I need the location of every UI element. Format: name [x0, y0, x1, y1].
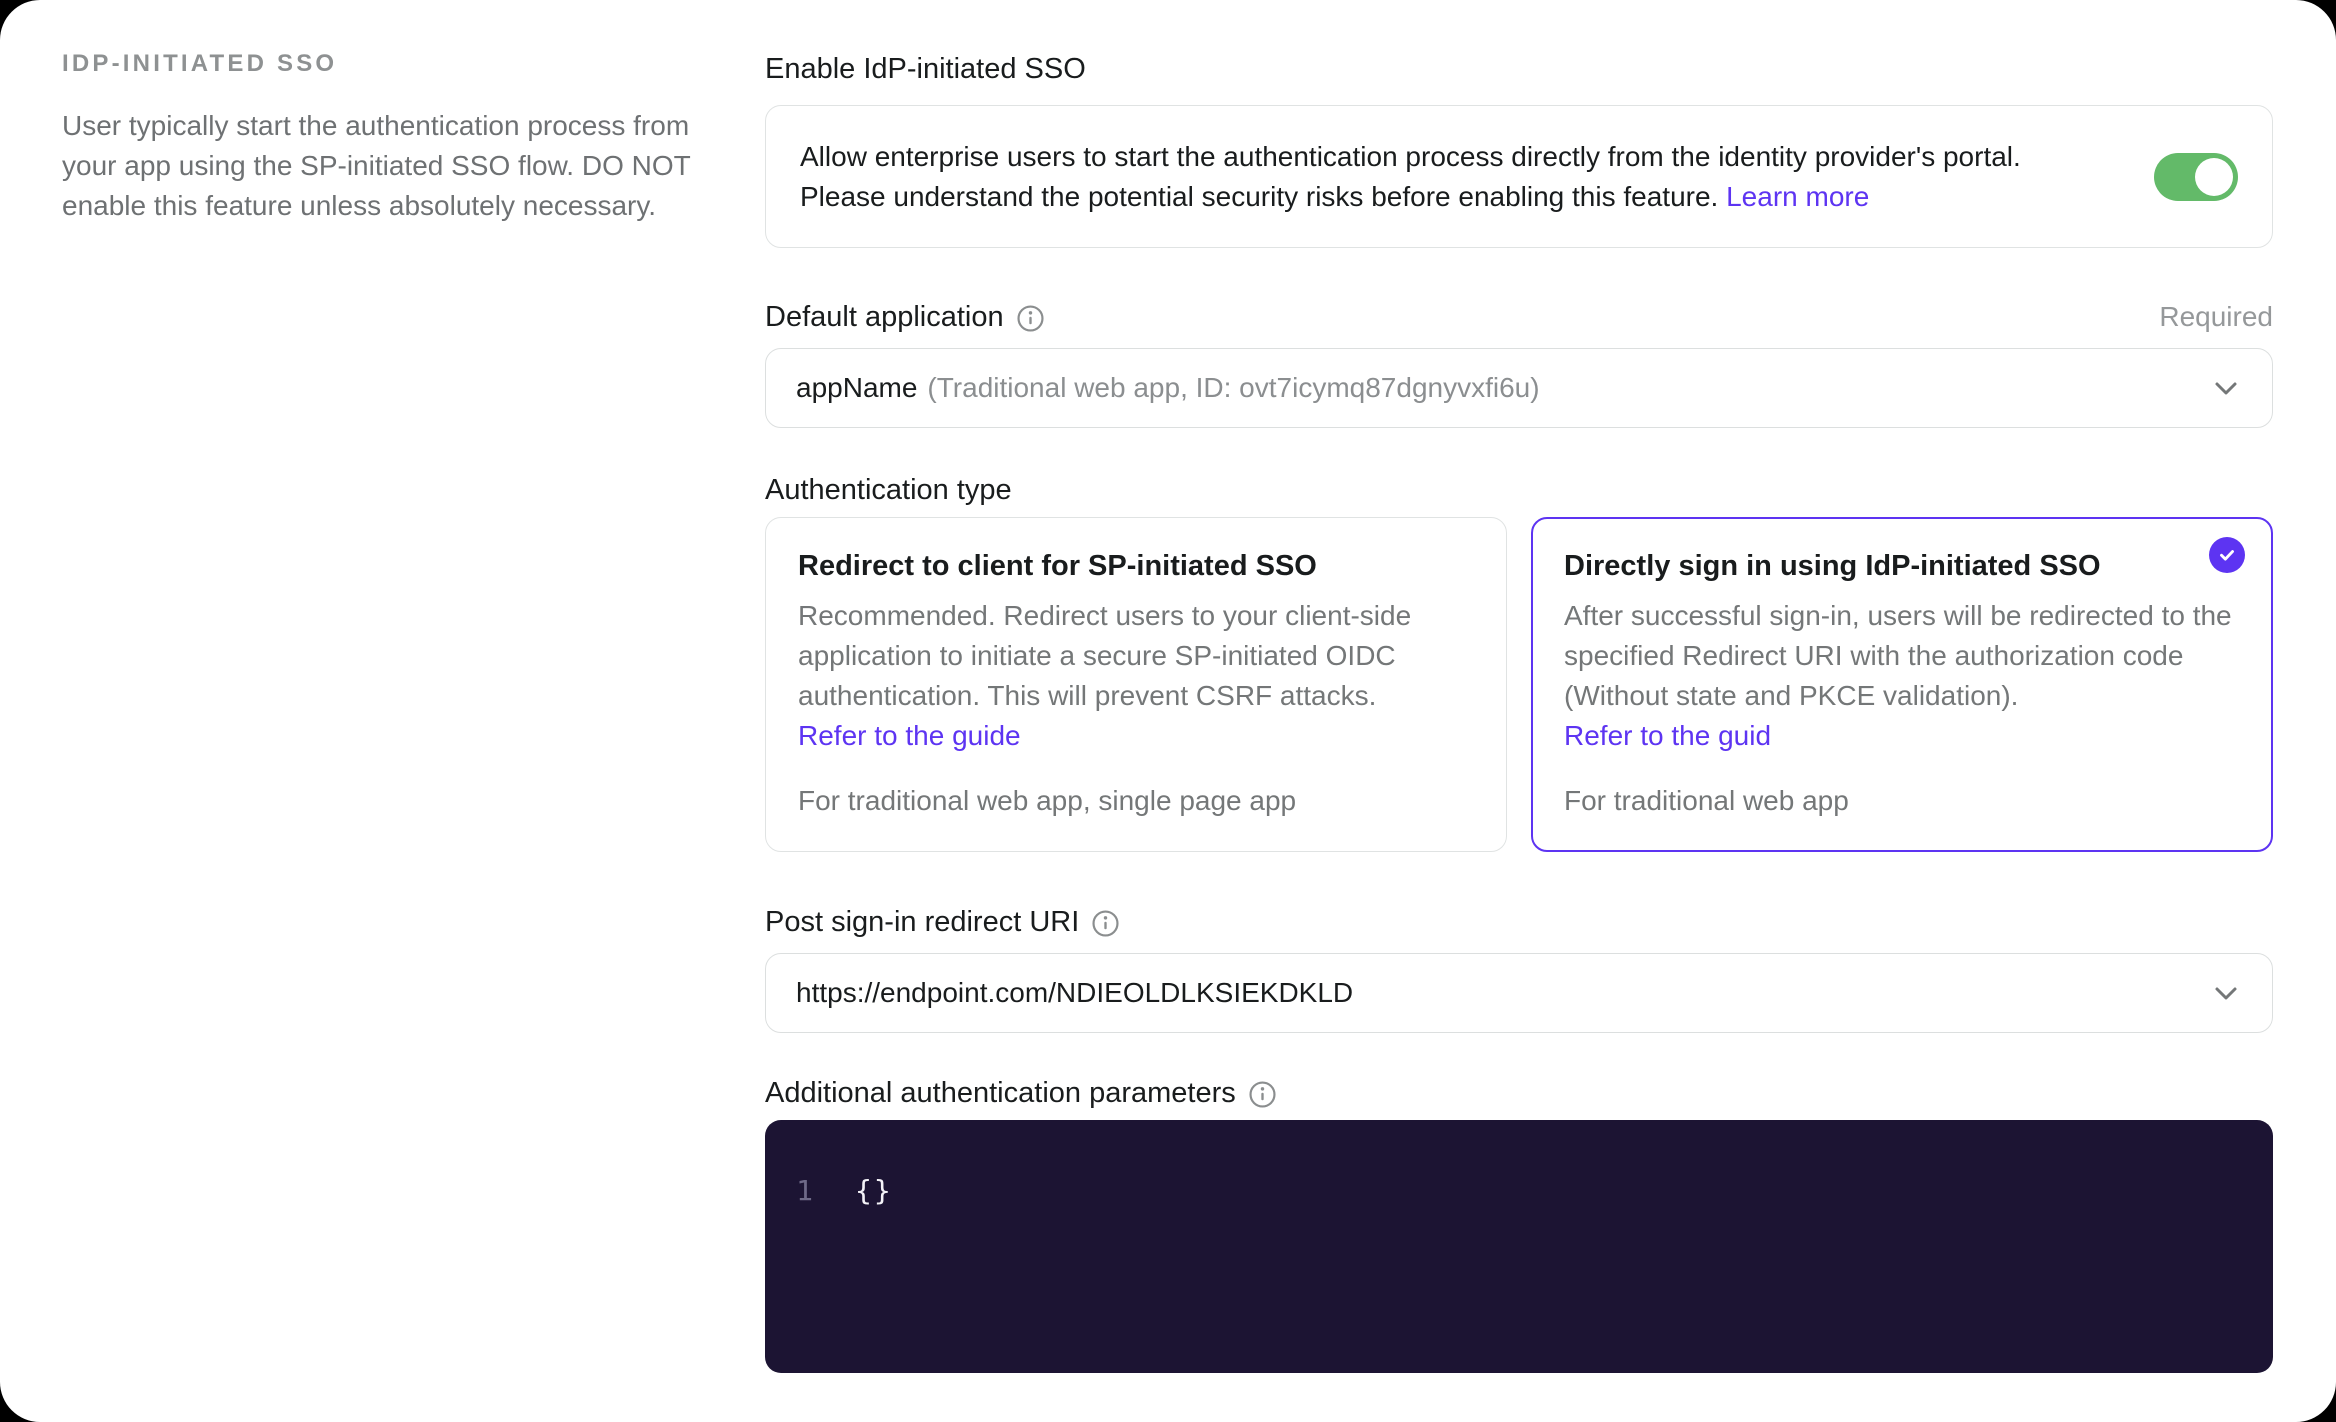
- form-column: [765, 52, 2273, 1373]
- authentication-type-options: [765, 517, 2273, 852]
- option-sp-initiated-redirect[interactable]: [765, 517, 1507, 852]
- enable-idp-sso-card: [765, 105, 2273, 248]
- section-description: User typically start the authentication process from your app using the SP-initiated SSO flow. DO NOT enable this feature unless absolutely necessary.: [62, 110, 691, 221]
- editor-line-number: 1: [796, 1174, 813, 1207]
- option-idp-initiated-direct[interactable]: [1531, 517, 2273, 852]
- option-description: After successful sign-in, users will be redirected to the specified Redirect URI with the authorization code (Without state and PKCE validation).: [1564, 600, 2232, 711]
- redirect-uri-label: Post sign-in redirect URI: [765, 905, 2273, 939]
- redirect-uri-select[interactable]: [765, 953, 2273, 1033]
- option-footer: For traditional web app, single page app: [798, 785, 1297, 816]
- chevron-down-icon: [2210, 977, 2242, 1009]
- chevron-down-icon: [2210, 372, 2242, 404]
- selected-app-name: appName: [796, 372, 918, 403]
- section-heading: IDP-INITIATED SSO: [62, 50, 338, 77]
- json-code-editor[interactable]: [765, 1120, 2273, 1373]
- info-icon[interactable]: [1248, 1080, 1277, 1109]
- default-application-label-row: [765, 300, 2273, 334]
- enable-idp-sso-toggle[interactable]: [2154, 153, 2238, 201]
- required-badge: Required: [2159, 301, 2273, 332]
- option-title: Redirect to client for SP-initiated SSO: [798, 550, 1317, 582]
- default-application-select[interactable]: [765, 348, 2273, 428]
- section-description-column: [62, 50, 727, 226]
- learn-more-link[interactable]: Learn more: [1726, 180, 1870, 212]
- additional-params-label: Additional authentication parameters: [765, 1076, 2273, 1110]
- selected-app-detail: (Traditional web app, ID: ovt7icymq87dgnyvxfi6u): [927, 372, 1540, 403]
- default-application-label: Default application: [765, 300, 1045, 334]
- option-description: Recommended. Redirect users to your client-side application to initiate a secure SP-initiated OIDC authentication. This will prevent CSRF attacks.: [798, 600, 1412, 711]
- enable-idp-sso-description: Allow enterprise users to start the authentication process directly from the identity provider's portal. Please understand the potential security risks before enabling this feature. Learn more: [800, 140, 2021, 212]
- refer-to-guide-link[interactable]: Refer to the guide: [798, 720, 1021, 751]
- authentication-type-label: Authentication type: [765, 474, 1012, 506]
- option-title: Directly sign in using IdP-initiated SSO: [1564, 550, 2101, 582]
- info-icon[interactable]: [1016, 304, 1045, 333]
- redirect-uri-value: https://endpoint.com/NDIEOLDLKSIEKDKLD: [796, 977, 1354, 1008]
- refer-to-guide-link[interactable]: Refer to the guid: [1564, 720, 1772, 751]
- info-icon[interactable]: [1091, 909, 1120, 938]
- option-footer: For traditional web app: [1564, 785, 1849, 816]
- editor-code-content[interactable]: {}: [855, 1174, 893, 1207]
- selected-check-icon: [2209, 537, 2245, 573]
- enable-idp-sso-label: Enable IdP-initiated SSO: [765, 53, 1086, 85]
- toggle-knob: [2195, 158, 2233, 196]
